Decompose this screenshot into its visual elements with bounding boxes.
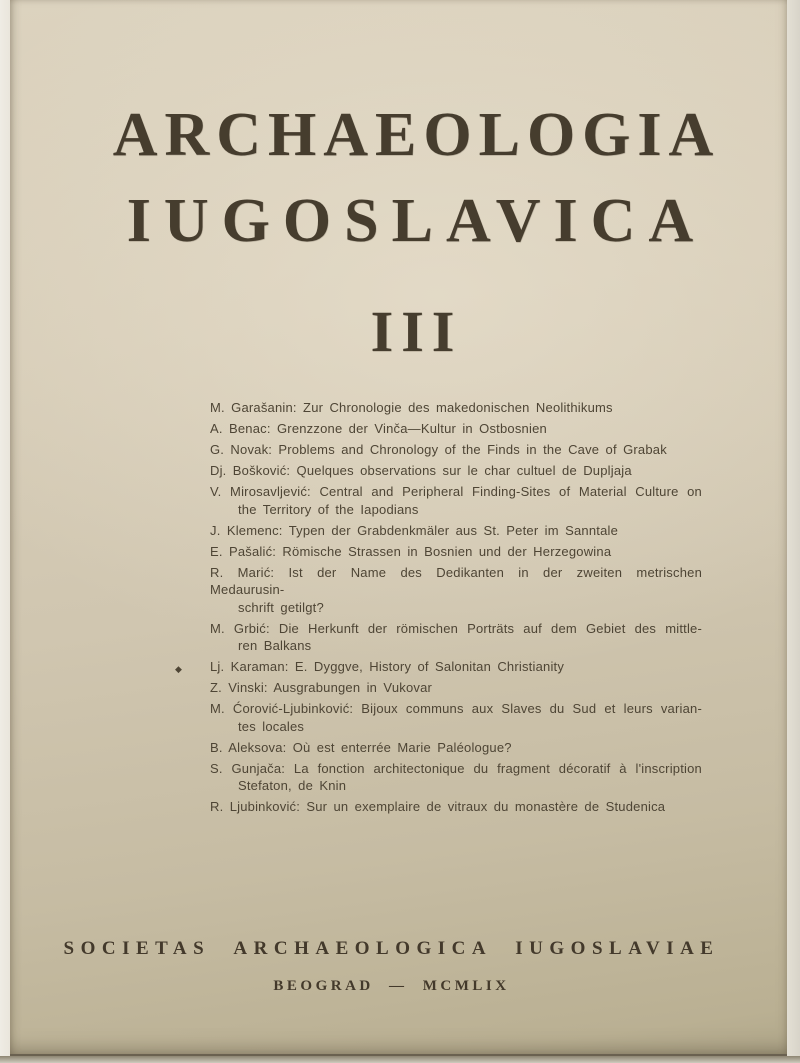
toc-line: M. Ćorović-Ljubinković: Bijoux communs aux Slaves du Sud et leurs varian- (210, 701, 702, 716)
entry-lines (210, 462, 702, 480)
toc-line: V. Mirosavljević: Central and Peripheral Finding-Sites of Material Culture on (210, 484, 702, 499)
toc-line: S. Gunjača: La fonction architectonique du fragment décoratif à l'inscription (210, 760, 702, 776)
entry-lines (210, 483, 702, 518)
entry-lines (210, 543, 702, 561)
toc-line: R. Ljubinković: Sur un exemplaire de vitraux du monastère de Studenica (210, 799, 666, 814)
entry-lines (210, 441, 702, 459)
toc-line: E. Pašalić: Römische Strassen in Bosnien und der Herzegowina (210, 543, 612, 559)
toc-entry (210, 760, 702, 795)
toc-entry (210, 441, 702, 459)
toc-entry (210, 483, 702, 518)
title-line-2: IUGOSLAVICA (126, 187, 707, 255)
toc-line: M. Grbić: Die Herkunft der römischen Porträts auf dem Gebiet des mittle- (210, 620, 702, 636)
toc-entry (210, 543, 702, 561)
toc-entry (210, 420, 702, 438)
toc-entry (210, 564, 702, 617)
toc-entry (210, 620, 702, 655)
imprint-place-year: BEOGRAD — MCMLIX (273, 978, 510, 994)
entry-lines (210, 798, 702, 816)
toc-entry (210, 522, 702, 540)
toc-line: schrift getilgt? (238, 599, 324, 615)
toc-line: A. Benac: Grenzzone der Vinča—Kultur in Ostbosnien (210, 421, 547, 436)
toc-line: Dj. Bošković: Quelques observations sur le char cultuel de Dupljaja (210, 463, 632, 478)
toc-line: R. Marić: Ist der Name des Dedikanten in der zweiten metrischen Medaurusin- (210, 564, 702, 597)
toc-line: Z. Vinski: Ausgrabungen in Vukovar (210, 680, 433, 695)
entry-lines (210, 420, 702, 438)
toc-entry (210, 462, 702, 480)
toc-line: the Territory of the Iapodians (238, 501, 419, 517)
diamond-marker-icon: ◆ (175, 664, 183, 674)
volume-number: III (370, 299, 463, 364)
toc-line: Lj. Karaman: E. Dyggve, History of Salonitan Christianity (210, 659, 565, 674)
toc-entry (210, 798, 702, 816)
imprint-society: SOCIETAS ARCHAEOLOGICA IUGOSLAVIAE (63, 938, 720, 959)
toc-list (175, 399, 702, 819)
toc-line: B. Aleksova: Où est enterrée Marie Paléologue? (210, 739, 512, 755)
entry-lines (210, 658, 702, 676)
book-cover (10, 0, 787, 1057)
toc-line: G. Novak: Problems and Chronology of the Finds in the Cave of Grabak (210, 442, 667, 457)
toc-entry (210, 700, 702, 735)
toc-entry (210, 679, 702, 697)
entry-lines (210, 739, 702, 757)
entry-lines (210, 564, 702, 617)
entry-lines (210, 522, 702, 540)
entry-lines (210, 679, 702, 697)
toc-entry (210, 399, 702, 417)
toc-entry (175, 658, 702, 676)
entry-lines (210, 760, 702, 795)
entry-lines (210, 399, 702, 417)
toc-entry (210, 739, 702, 757)
entry-lines (210, 620, 702, 655)
toc-line: ren Balkans (238, 638, 312, 653)
toc-line: Stefaton, de Knin (238, 778, 347, 793)
toc-line: tes locales (238, 718, 305, 734)
toc-line: J. Klemenc: Typen der Grabdenkmäler aus St. Peter im Sanntale (210, 522, 619, 538)
toc-line: M. Garašanin: Zur Chronologie des makedonischen Neolithikums (210, 400, 613, 415)
title-line-1: ARCHAEOLOGIA (112, 101, 721, 169)
entry-lines (210, 700, 702, 735)
